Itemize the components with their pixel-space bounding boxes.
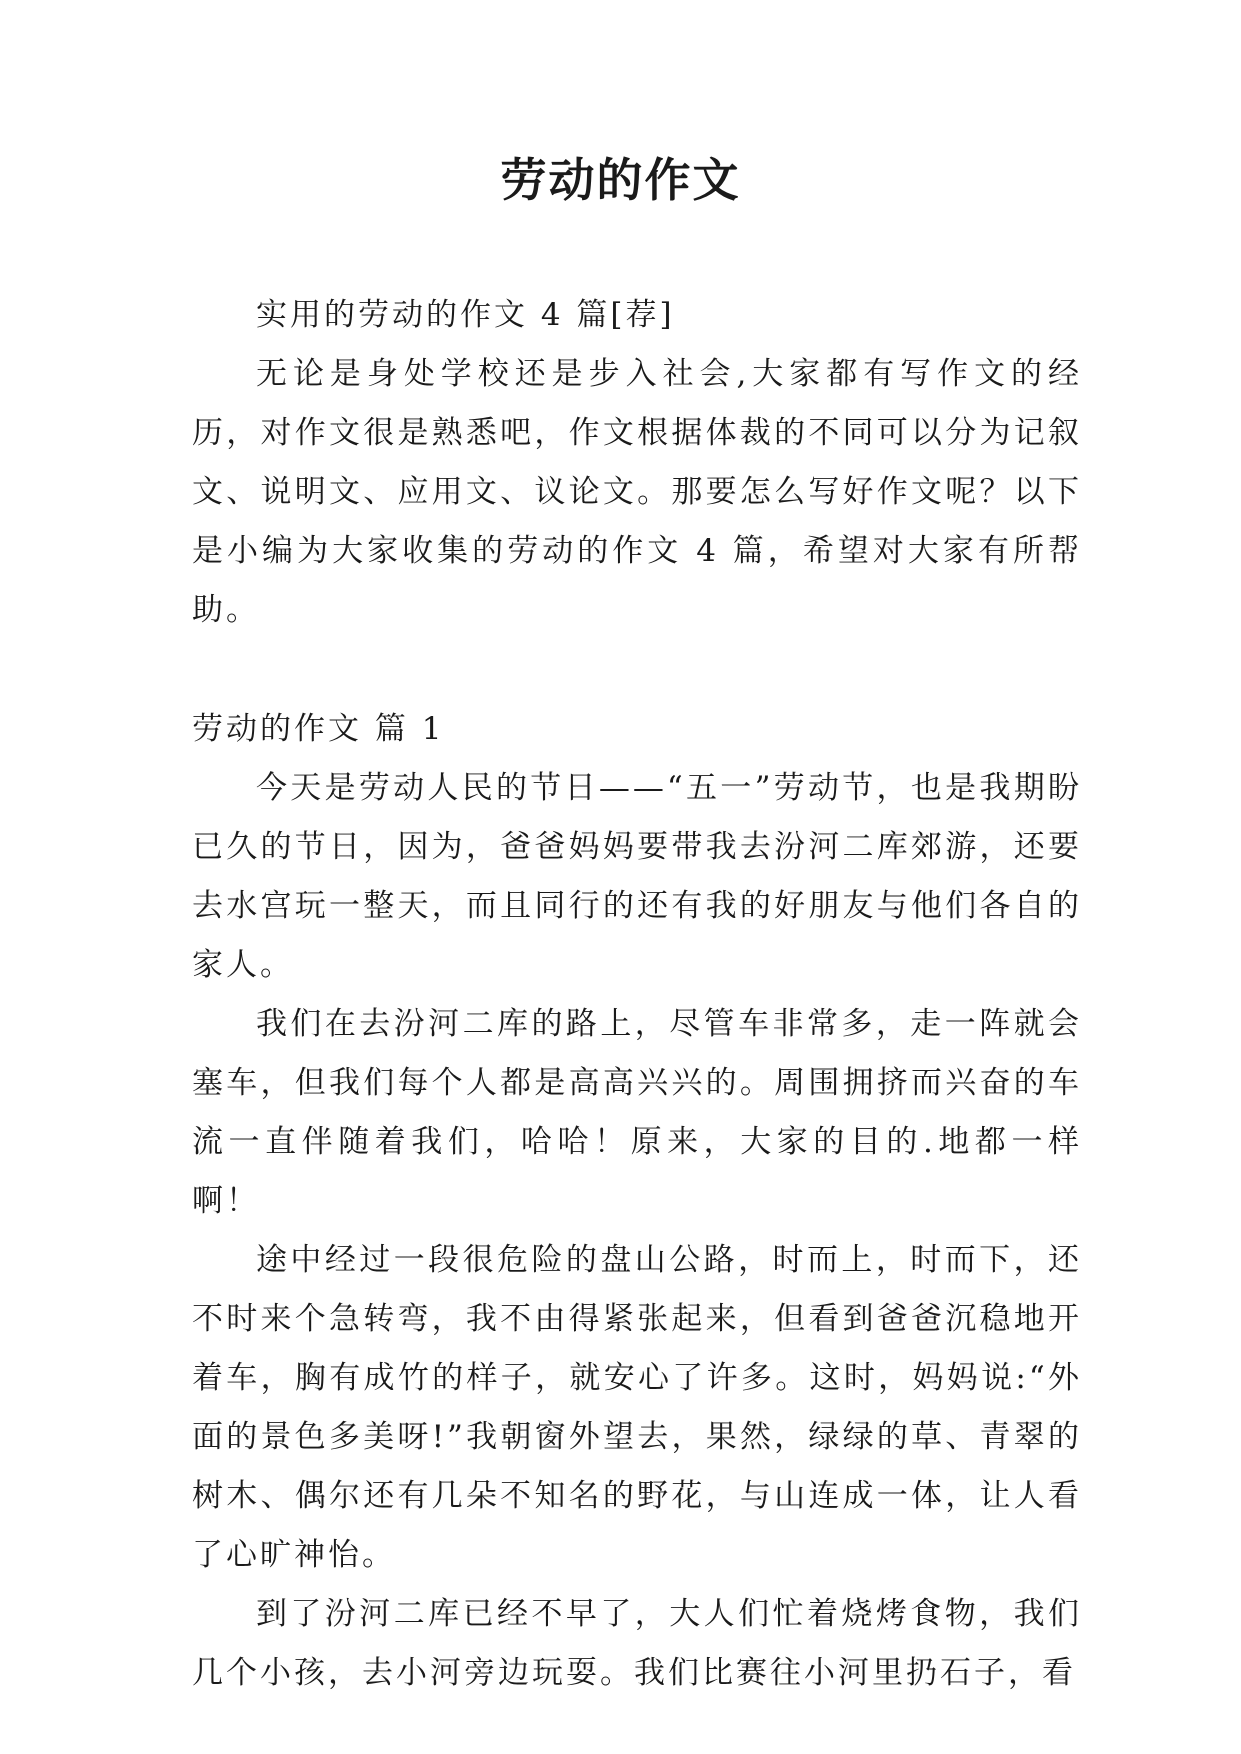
page-title: 劳动的作文: [500, 153, 741, 207]
body-paragraph-1: 今天是劳动人民的节日——“五一”劳动节，也是我期盼已久的节日，因为，爸爸妈妈要带我去汾河二库郊游，还要去水宫玩一整天，而且同行的还有我的好朋友与他们各自的家人。: [192, 770, 1082, 983]
intro-paragraph: 无论是身处学校还是步入社会,大家都有写作文的经历，对作文很是熟悉吧，作文根据体裁的不同可以分为记叙文、说明文、应用文、议论文。那要怎么写好作文呢？以下是小编为大家收集的劳动的作文 4 篇，希望对大家有所帮助。: [192, 356, 1082, 628]
section-heading: 劳动的作文 篇 1: [192, 711, 445, 747]
body-paragraph-4: 到了汾河二库已经不早了，大人们忙着烧烤食物，我们几个小孩，去小河旁边玩耍。我们比赛往小河里扔石子，看: [192, 1596, 1082, 1691]
document-body: [192, 286, 1082, 1703]
section-spacer: [192, 640, 1082, 700]
subtitle-line: 实用的劳动的作文 4 篇[荐]: [256, 297, 675, 333]
body-paragraph-2: 我们在去汾河二库的路上，尽管车非常多，走一阵就会塞车，但我们每个人都是高高兴兴的。周围拥挤而兴奋的车流一直伴随着我们，哈哈！原来，大家的目的.地都一样啊！: [192, 1006, 1082, 1219]
body-paragraph-3: 途中经过一段很危险的盘山公路，时而上，时而下，还不时来个急转弯，我不由得紧张起来，但看到爸爸沉稳地开着车，胸有成竹的样子，就安心了许多。这时，妈妈说:“外面的景色多美呀!”我朝窗外望去，果然，绿绿的草、青翠的树木、偶尔还有几朵不知名的野花，与山连成一体，让人看了心旷神怡。: [192, 1242, 1082, 1573]
